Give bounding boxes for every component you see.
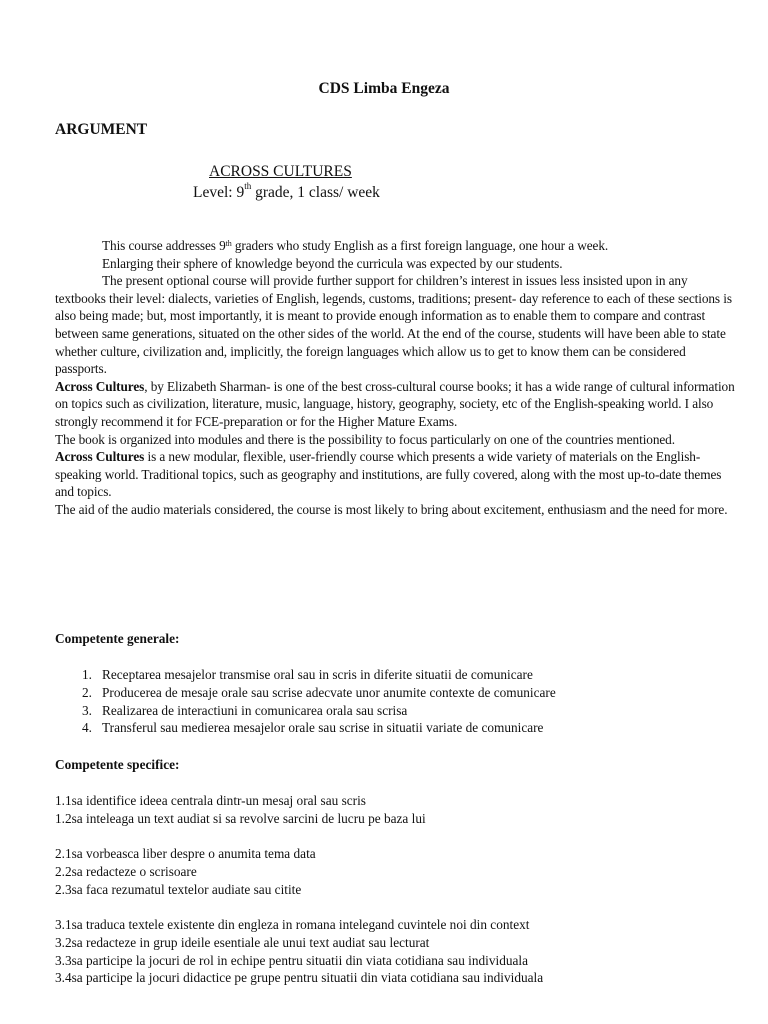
level-text: Level: 9	[193, 184, 245, 201]
p4-text: , by Elizabeth Sharman- is one of the best cross-cultural course books; it has a wide range of cultural information on topics such as civilization, literature, music, language, history, geography, society, etc of the English-speaking world. I also strongly recommend it for FCE-preparation or for the Higher Mature Exams.	[55, 378, 735, 429]
list-text: Realizarea de interactiuni in comunicarea orala sau scrisa	[102, 702, 408, 718]
competente-generale-list	[55, 666, 556, 737]
p6-text: is a new modular, flexible, user-friendly course which presents a wide variety of materials on the English-speaking world. Traditional topics, such as geography and institutions, are fully covered, along with the most up-to-date themes and topics.	[55, 449, 722, 500]
argument-body	[55, 237, 735, 519]
list-number: 4.	[82, 720, 92, 736]
level-text-rest: grade, 1 class/ week	[251, 184, 380, 201]
paragraph-5: The book is organized into modules and there is the possibility to focus particularly on one of the countries mentioned.	[55, 431, 675, 447]
competente-specifice-title: Competente specifice:	[55, 757, 180, 772]
course-title: ACROSS CULTURES	[209, 163, 352, 180]
book-title-bold: Across Cultures	[55, 378, 145, 394]
list-item: 3.4sa participe la jocuri didactice pe grupe pentru situatii din viata cotidiana sau individuala	[55, 970, 544, 986]
list-item: 3.2sa redacteze in grup ideile esentiale ale unui text audiat sau lecturat	[55, 934, 430, 950]
p1-superscript: th	[225, 239, 232, 248]
list-item	[55, 702, 556, 720]
list-item: 1.2sa inteleaga un text audiat si sa revolve sarcini de lucru pe baza lui	[55, 810, 426, 826]
paragraph-7: The aid of the audio materials considered, the course is most likely to bring about excitement, enthusiasm and the need for more.	[55, 501, 728, 517]
competente-generale-title: Competente generale:	[55, 631, 180, 646]
list-item: 2.1sa vorbeasca liber despre o anumita tema data	[55, 846, 316, 861]
paragraph-2: Enlarging their sphere of knowledge beyond the curricula was expected by our students.	[102, 255, 563, 271]
p1-text: This course addresses 9	[102, 238, 226, 253]
list-item: 2.3sa faca rezumatul textelor audiate sau citite	[55, 881, 302, 897]
level-superscript: th	[244, 181, 252, 191]
list-item: 3.3sa participe la jocuri de rol in echipe pentru situatii din viata cotidiana sau individuala	[55, 952, 529, 968]
list-number: 1.	[82, 667, 92, 682]
list-item	[55, 719, 556, 737]
paragraph-3: The present optional course will provide further support for children’s interest in issues less insisted upon in any textbooks their level: dialects, varieties of English, legends, customs, traditions; present- day reference to each of these sections is also being made; but, most importantly, it is meant to provide enough information as to enable them to compare and contrast between same generations, situated on the other sides of the world. At the end of the course, students will have been able to state whether culture, civilization and, implicitly, the foreign languages which allow us to get to know them can be considered passports.	[55, 273, 732, 377]
list-item: 3.1sa traduca textele existente din engleza in romana intelegand cuvintele noi din context	[55, 917, 530, 932]
list-number: 3.	[82, 702, 92, 718]
document-title: CDS Limba Engeza	[318, 80, 450, 97]
list-item: 1.1sa identifice ideea centrala dintr-un mesaj oral sau scris	[55, 793, 366, 808]
paragraph-1	[55, 237, 735, 255]
argument-heading: ARGUMENT	[55, 121, 148, 138]
list-text: Transferul sau medierea mesajelor orale sau scrise in situatii variate de comunicare	[102, 720, 544, 736]
competente-specifice-group-1	[55, 792, 426, 828]
book-title-bold: Across Cultures	[55, 449, 145, 465]
paragraph-4	[55, 378, 735, 431]
competente-specifice-group-3	[55, 916, 543, 987]
course-level	[193, 181, 380, 202]
list-text: Receptarea mesajelor transmise oral sau in scris in diferite situatii de comunicare	[102, 667, 533, 682]
list-text: Producerea de mesaje orale sau scrise adecvate unor anumite contexte de comunicare	[102, 684, 556, 700]
list-item	[55, 666, 556, 684]
p1-text-rest: graders who study English as a first foreign language, one hour a week.	[231, 238, 609, 253]
list-item	[55, 684, 556, 702]
list-number: 2.	[82, 684, 92, 700]
list-item: 2.2sa redacteze o scrisoare	[55, 863, 197, 879]
competente-specifice-group-2	[55, 845, 316, 898]
paragraph-6	[55, 448, 735, 501]
